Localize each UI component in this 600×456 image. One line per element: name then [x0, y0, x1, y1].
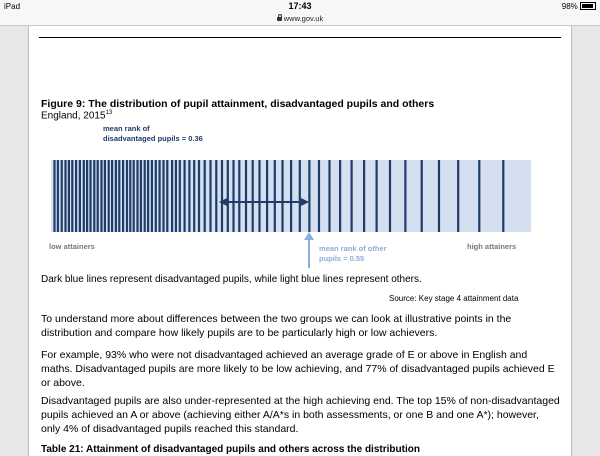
disadvantaged-line	[104, 160, 106, 232]
disadvantaged-line	[193, 160, 195, 232]
disadvantaged-line	[376, 160, 378, 232]
disadvantaged-line	[215, 160, 217, 232]
disadvantaged-line	[61, 160, 63, 232]
disadvantaged-line	[328, 160, 330, 232]
disadvantaged-line	[198, 160, 200, 232]
disadvantaged-line	[308, 160, 310, 232]
disadvantaged-line	[318, 160, 320, 232]
disadvantaged-line	[93, 160, 95, 232]
disadvantaged-line	[389, 160, 391, 232]
disadvantaged-line	[64, 160, 66, 232]
disadvantaged-line	[166, 160, 168, 232]
disadvantaged-line	[299, 160, 301, 232]
battery-icon	[580, 2, 596, 10]
disadvantaged-line	[136, 160, 138, 232]
lock-icon	[277, 17, 282, 21]
mean-others-annotation	[319, 244, 387, 264]
disadvantaged-line	[129, 160, 131, 232]
disadvantaged-line	[421, 160, 423, 232]
figure-caption: Dark blue lines represent disadvantaged pupils, while light blue lines represent others.	[41, 274, 422, 285]
disadvantaged-line	[111, 160, 113, 232]
disadvantaged-line	[502, 160, 504, 232]
disadvantaged-line	[438, 160, 440, 232]
device-name: iPad	[4, 2, 21, 11]
disadvantaged-line	[126, 160, 128, 232]
disadvantaged-line	[108, 160, 110, 232]
disadvantaged-line	[339, 160, 341, 232]
figure-title: Figure 9: The distribution of pupil attainment, disadvantaged pupils and others	[41, 98, 435, 110]
disadvantaged-line	[140, 160, 142, 232]
disadvantaged-line	[209, 160, 211, 232]
disadvantaged-line	[155, 160, 157, 232]
figure-subtitle-text: England, 2015	[41, 110, 106, 122]
disadvantaged-line	[86, 160, 88, 232]
disadvantaged-line	[118, 160, 120, 232]
figure-source: Source: Key stage 4 attainment data	[389, 294, 519, 303]
paragraph: To understand more about differences between the two groups we can look at illustrative points in the distribution and compare how likely pupils are to be particularly high or low achievers.	[41, 313, 512, 339]
disadvantaged-line	[245, 160, 247, 232]
table-title: Table 21: Attainment of disadvantaged pupils and others across the distribution	[41, 444, 420, 455]
disadvantaged-line	[75, 160, 77, 232]
clock: 17:43	[288, 1, 312, 11]
disadvantaged-line	[290, 160, 292, 232]
disadvantaged-line	[266, 160, 268, 232]
disadvantaged-line	[232, 160, 234, 232]
disadvantaged-line	[97, 160, 99, 232]
disadvantaged-line	[171, 160, 173, 232]
annotation-line: mean rank of other	[319, 244, 387, 253]
disadvantaged-line	[151, 160, 153, 232]
annotation-line: disadvantaged pupils = 0.36	[103, 134, 203, 143]
disadvantaged-line	[83, 160, 85, 232]
low-attainers-label: low attainers	[49, 242, 95, 251]
mean-others-arrowhead	[304, 232, 314, 240]
status-bar	[0, 0, 600, 14]
disadvantaged-line	[79, 160, 81, 232]
footnote-ref[interactable]: 13	[105, 110, 113, 116]
divider	[39, 37, 561, 38]
mean-disadvantaged-annotation	[103, 124, 203, 144]
barcode-chart	[51, 160, 531, 270]
battery-percent: 98%	[561, 2, 578, 11]
disadvantaged-line	[144, 160, 146, 232]
disadvantaged-line	[252, 160, 254, 232]
address-bar[interactable]	[0, 14, 600, 26]
disadvantaged-line	[404, 160, 406, 232]
annotation-line: pupils = 0.55	[319, 254, 365, 263]
disadvantaged-line	[188, 160, 190, 232]
disadvantaged-line	[227, 160, 229, 232]
disadvantaged-line	[184, 160, 186, 232]
disadvantaged-line	[258, 160, 260, 232]
disadvantaged-line	[147, 160, 149, 232]
disadvantaged-line	[221, 160, 223, 232]
high-attainers-label: high attainers	[467, 242, 517, 251]
disadvantaged-line	[115, 160, 117, 232]
paragraph: For example, 93% who were not disadvantaged achieved an average grade of E or above in English and maths. Disadvantaged pupils are more likely to be low achieving, and 77% of disadvantaged pupils achieved E or above.	[41, 349, 555, 389]
document-page	[28, 26, 572, 456]
disadvantaged-line	[351, 160, 353, 232]
disadvantaged-line	[204, 160, 206, 232]
disadvantaged-line	[57, 160, 59, 232]
disadvantaged-line	[179, 160, 181, 232]
disadvantaged-line	[162, 160, 164, 232]
disadvantaged-line	[457, 160, 459, 232]
url-text: www.gov.uk	[283, 14, 324, 23]
disadvantaged-line	[68, 160, 70, 232]
paragraph: Disadvantaged pupils are also under-represented at the high achieving end. The top 15% of non-disadvantaged pupils achieved an A or above (achieving either A/A*s in both assessments, or one B and one A*); however, only 4% of disadvantaged pupils reached this standard.	[41, 395, 560, 435]
disadvantaged-line	[478, 160, 480, 232]
disadvantaged-line	[363, 160, 365, 232]
disadvantaged-line	[175, 160, 177, 232]
battery-indicator	[562, 2, 596, 11]
disadvantaged-line	[100, 160, 102, 232]
disadvantaged-line	[281, 160, 283, 232]
disadvantaged-line	[122, 160, 124, 232]
annotation-line: mean rank of	[103, 124, 150, 133]
disadvantaged-line	[53, 160, 55, 232]
figure-subtitle	[41, 110, 112, 121]
disadvantaged-line	[159, 160, 161, 232]
disadvantaged-line	[71, 160, 73, 232]
disadvantaged-line	[133, 160, 135, 232]
disadvantaged-line	[89, 160, 91, 232]
disadvantaged-line	[274, 160, 276, 232]
disadvantaged-line	[238, 160, 240, 232]
